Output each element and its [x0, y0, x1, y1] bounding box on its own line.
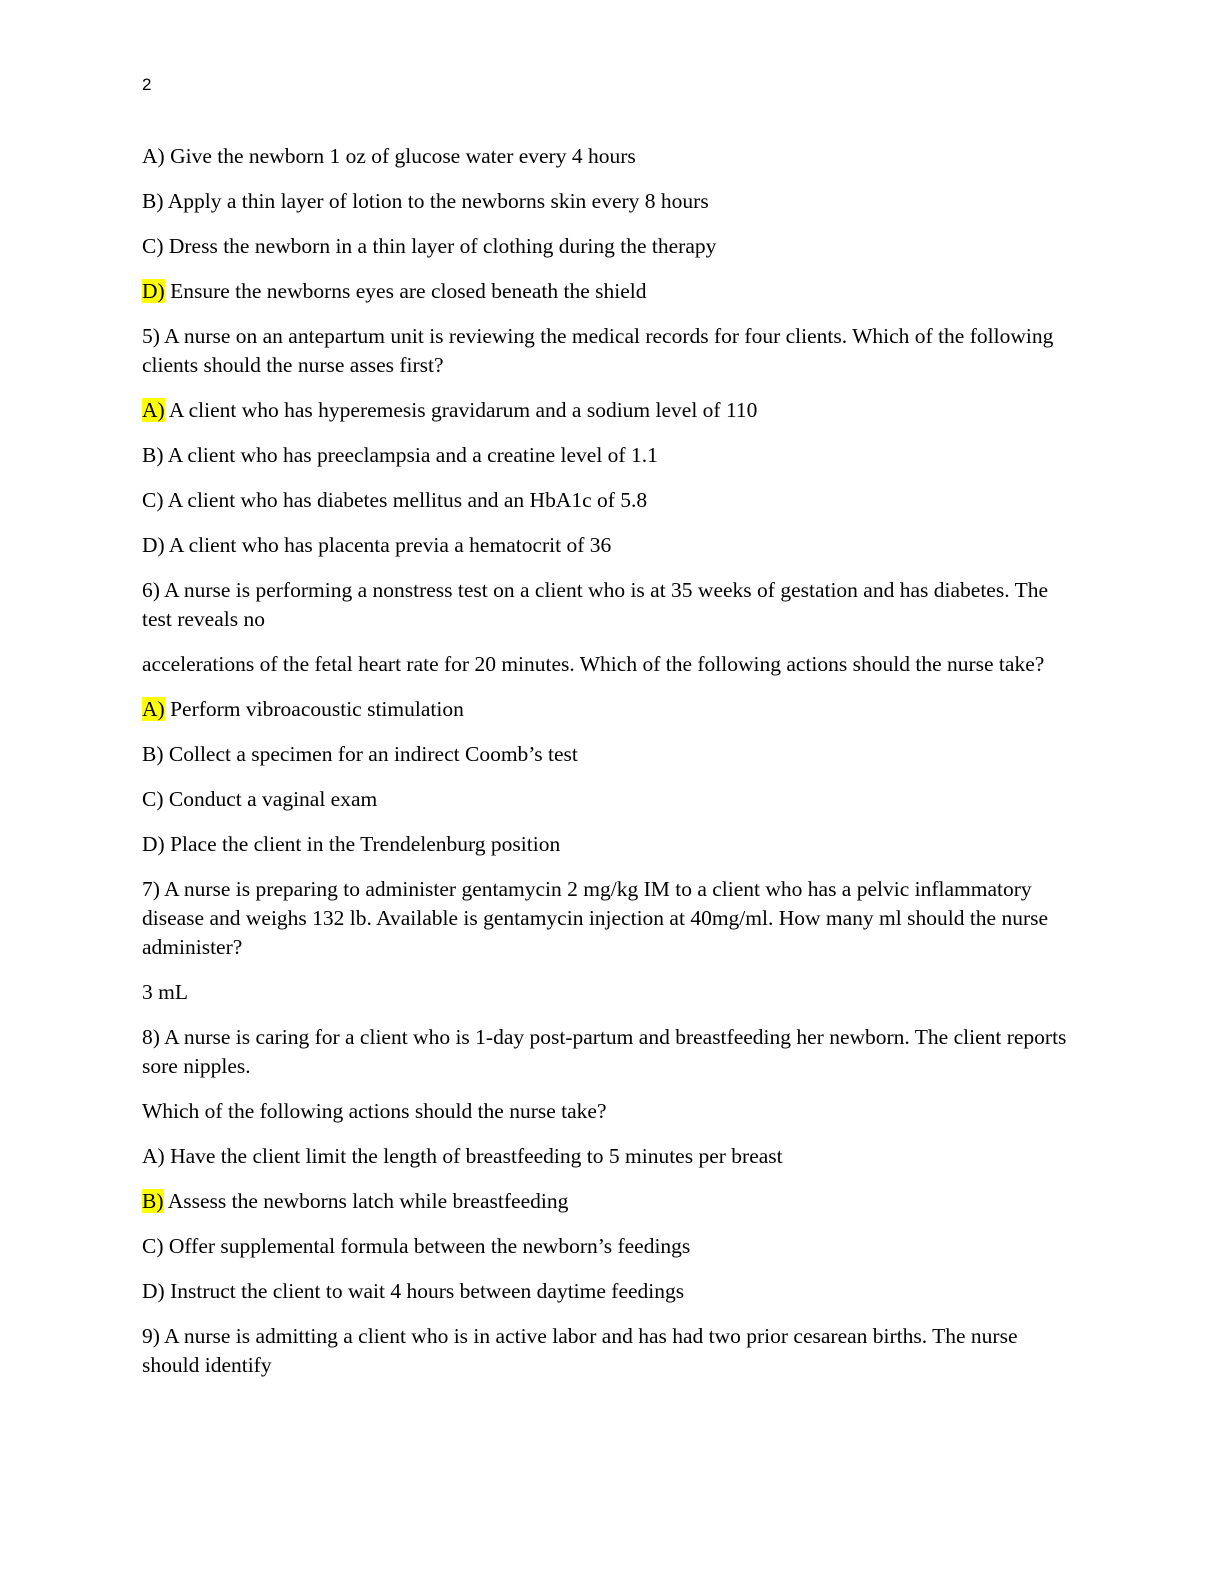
option-letter: A) [142, 1144, 165, 1168]
answer-option-correct [142, 1187, 1072, 1216]
answer-option [142, 187, 1072, 216]
document-body [142, 142, 1072, 1396]
highlighted-option-letter: B) [142, 1189, 164, 1213]
question-text: accelerations of the fetal heart rate for 20 minutes. Which of the following actions should the nurse take? [142, 652, 1045, 676]
option-letter: B) [142, 189, 164, 213]
question-text: 7) A nurse is preparing to administer gentamycin 2 mg/kg IM to a client who has a pelvic inflammatory disease and weighs 132 lb. Available is gentamycin injection at 40mg/ml. How many ml should the nurse administer? [142, 877, 1049, 959]
answer-option [142, 1277, 1072, 1306]
option-letter: C) [142, 488, 164, 512]
option-text: Have the client limit the length of breastfeeding to 5 minutes per breast [170, 1144, 783, 1168]
answer-option [142, 531, 1072, 560]
option-letter: D) [142, 832, 165, 856]
answer-option [142, 740, 1072, 769]
option-text: Collect a specimen for an indirect Coomb’s test [168, 742, 578, 766]
option-text: Place the client in the Trendelenburg position [170, 832, 561, 856]
option-letter: D) [142, 1279, 165, 1303]
option-text: Assess the newborns latch while breastfeeding [167, 1189, 569, 1213]
answer-option [142, 1142, 1072, 1171]
option-text: Dress the newborn in a thin layer of clothing during the therapy [168, 234, 717, 258]
answer-option [142, 486, 1072, 515]
option-letter: D) [142, 533, 165, 557]
option-text: Offer supplemental formula between the newborn’s feedings [168, 1234, 691, 1258]
option-text: A client who has hyperemesis gravidarum and a sodium level of 110 [168, 398, 758, 422]
option-text: Ensure the newborns eyes are closed beneath the shield [170, 279, 647, 303]
highlighted-option-letter: A) [142, 398, 165, 422]
page-number: 2 [142, 75, 152, 94]
highlighted-option-letter: A) [142, 697, 165, 721]
option-letter: A) [142, 144, 165, 168]
answer-option-correct [142, 396, 1072, 425]
answer-text: 3 mL [142, 980, 188, 1004]
question-text: 9) A nurse is admitting a client who is in active labor and has had two prior cesarean births. The nurse should identify [142, 1324, 1018, 1377]
question-text: 8) A nurse is caring for a client who is 1-day post-partum and breastfeeding her newborn. The client reports sore nipples. [142, 1025, 1067, 1078]
answer-option [142, 1232, 1072, 1261]
option-text: Conduct a vaginal exam [168, 787, 378, 811]
option-text: A client who has diabetes mellitus and an HbA1c of 5.8 [167, 488, 648, 512]
option-letter: B) [142, 742, 164, 766]
option-text: Give the newborn 1 oz of glucose water every 4 hours [170, 144, 636, 168]
highlighted-option-letter: D) [142, 279, 165, 303]
answer-option [142, 142, 1072, 171]
option-text: A client who has preeclampsia and a creatine level of 1.1 [167, 443, 658, 467]
answer-option [142, 830, 1072, 859]
answer-option [142, 441, 1072, 470]
answer-option [142, 785, 1072, 814]
option-letter: B) [142, 443, 164, 467]
question-text: Which of the following actions should the nurse take? [142, 1099, 607, 1123]
option-text: A client who has placenta previa a hematocrit of 36 [168, 533, 612, 557]
option-letter: C) [142, 787, 164, 811]
answer-option-correct [142, 695, 1072, 724]
question-text: 5) A nurse on an antepartum unit is reviewing the medical records for four clients. Which of the following clients should the nurse asses first? [142, 324, 1054, 377]
answer-option-correct [142, 277, 1072, 306]
answer-option [142, 232, 1072, 261]
option-text: Instruct the client to wait 4 hours between daytime feedings [170, 1279, 685, 1303]
option-text: Perform vibroacoustic stimulation [170, 697, 464, 721]
option-letter: C) [142, 234, 164, 258]
option-text: Apply a thin layer of lotion to the newborns skin every 8 hours [167, 189, 709, 213]
option-letter: C) [142, 1234, 164, 1258]
question-text: 6) A nurse is performing a nonstress test on a client who is at 35 weeks of gestation and has diabetes. The test reveals no [142, 578, 1048, 631]
